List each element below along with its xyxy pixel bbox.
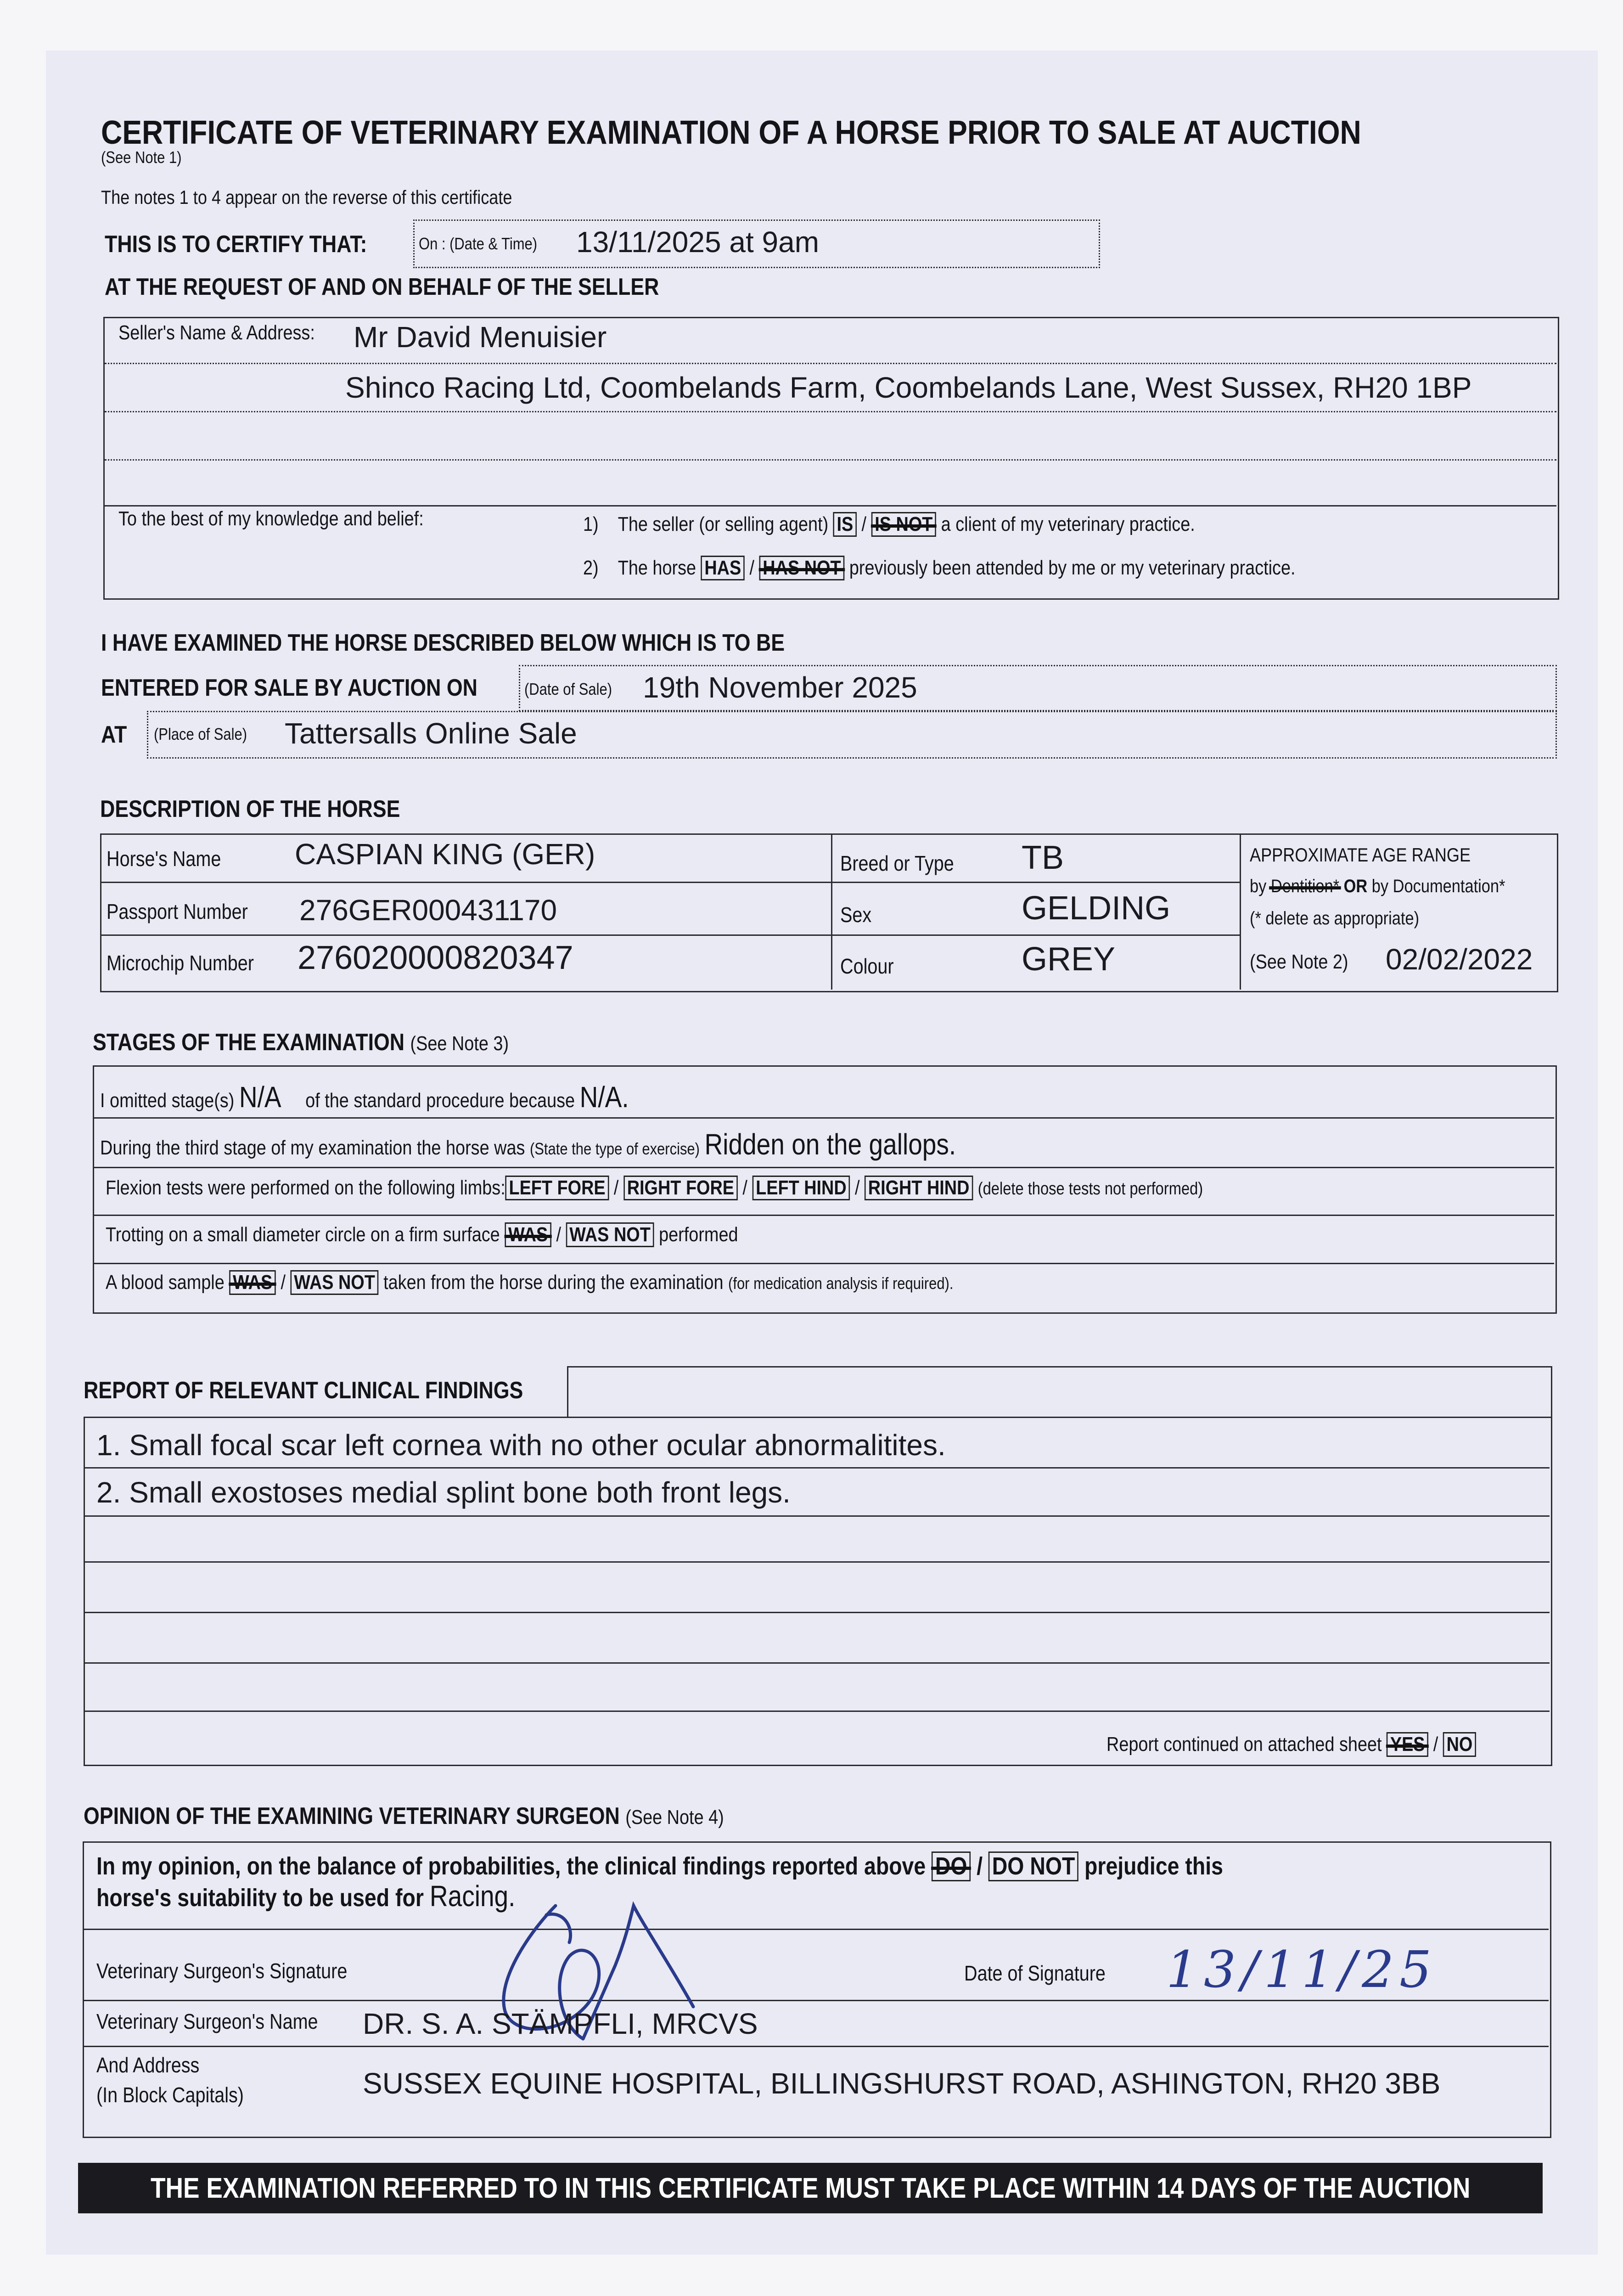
sex-value: GELDING [1022,890,1171,927]
horse-name-value: CASPIAN KING (GER) [295,838,595,871]
has-not-option-struck[interactable]: HAS NOT [759,556,845,580]
knowledge-item-2: 2) The horse HAS / HAS NOT previously been attended by me or my veterinary practice. [583,556,1296,580]
opinion-do-struck[interactable]: DO [932,1851,971,1881]
seller-label: Seller's Name & Address: [118,321,315,344]
trotting-was-not[interactable]: WAS NOT [566,1222,654,1247]
flex-left-hind[interactable]: LEFT HIND [752,1176,850,1200]
description-heading: DESCRIPTION OF THE HORSE [100,796,400,822]
omitted-reason-value: N/A. [579,1080,629,1114]
has-option[interactable]: HAS [701,556,745,580]
notes-text: The notes 1 to 4 appear on the reverse of this certificate [101,186,512,208]
on-label: On : (Date & Time) [419,234,538,253]
signature-mark [477,1887,762,2080]
continued-no[interactable]: NO [1443,1732,1476,1757]
findings-box [84,1417,1552,1766]
certificate-title: CERTIFICATE OF VETERINARY EXAMINATION OF A HORSE PRIOR TO SALE AT AUCTION [101,114,1361,151]
omitted-stages-row: I omitted stage(s) N/A of the standard procedure because N/A. [100,1080,629,1114]
knowledge-item-1: 1) The seller (or selling agent) IS / IS NOT a client of my veterinary practice. [583,512,1195,537]
address-label-1: And Address [96,2053,200,2077]
finding-2: 2. Small exostoses medial splint bone both front legs. [96,1476,791,1509]
is-option[interactable]: IS [833,512,857,537]
flex-left-fore[interactable]: LEFT FORE [505,1176,609,1200]
examined-label: I HAVE EXAMINED THE HORSE DESCRIBED BELOW WHICH IS TO BE [101,630,785,656]
see-note-1: (See Note 1) [101,148,182,167]
age-value: 02/02/2022 [1386,943,1533,976]
microchip-label: Microchip Number [107,951,254,975]
age-see-note: (See Note 2) [1250,951,1348,973]
blood-was-not[interactable]: WAS NOT [291,1270,379,1295]
flexion-row: Flexion tests were performed on the following limbs: LEFT FORE / RIGHT FORE / LEFT HIND / RIGHT HIND (delete those tests not performed) [106,1176,1203,1200]
date-signature-value: 13/11/25 [1166,1940,1438,1999]
age-method: by Dentition* OR by Documentation* [1250,876,1505,896]
horse-name-label: Horse's Name [107,847,221,871]
omitted-stages-value: N/A [239,1080,281,1114]
breed-value: TB [1022,839,1064,876]
opinion-line-2: horse's suitability to be used for Racing. [96,1880,516,1913]
age-delete-note: (* delete as appropriate) [1250,908,1420,929]
vet-name-value: DR. S. A. STÄMPFLI, MRCVS [363,2007,758,2040]
continued-yes-struck[interactable]: YES [1387,1732,1428,1757]
opinion-statement: In my opinion, on the balance of probabilities, the clinical findings reported above DO / DO NOT prejudice this [96,1851,1223,1881]
place-of-sale-value: Tattersalls Online Sale [285,717,577,750]
date-of-sale-label: (Date of Sale) [524,680,612,698]
trotting-was-struck[interactable]: WAS [505,1222,551,1247]
flex-right-hind[interactable]: RIGHT HIND [865,1176,973,1200]
report-continued: Report continued on attached sheet YES / NO [1106,1732,1476,1757]
blood-sample-row: A blood sample WAS / WAS NOT taken from the horse during the examination (for medication analysis if required). [106,1270,953,1295]
date-signature-label: Date of Signature [964,1961,1106,1985]
is-not-option-struck[interactable]: IS NOT [871,512,937,537]
blood-was-struck[interactable]: WAS [229,1270,276,1295]
report-heading-box [567,1366,1552,1418]
finding-1: 1. Small focal scar left cornea with no other ocular abnormalitites. [96,1429,946,1462]
opinion-use: Racing. [429,1880,516,1913]
opinion-do-not[interactable]: DO NOT [988,1851,1078,1881]
stages-heading: STAGES OF THE EXAMINATION (See Note 3) [93,1029,509,1056]
knowledge-label: To the best of my knowledge and belief: [118,507,424,530]
opinion-heading: OPINION OF THE EXAMINING VETERINARY SURGEON (See Note 4) [84,1803,724,1829]
address-label-2: (In Block Capitals) [96,2083,244,2107]
date-of-sale-value: 19th November 2025 [643,671,917,704]
vet-name-label: Veterinary Surgeon's Name [96,2009,318,2033]
flex-right-fore[interactable]: RIGHT FORE [623,1176,738,1200]
passport-value: 276GER000431170 [299,894,557,927]
footer-banner: THE EXAMINATION REFERRED TO IN THIS CERTIFICATE MUST TAKE PLACE WITHIN 14 DAYS OF THE AUCTION [78,2163,1543,2213]
seller-name: Mr David Menuisier [354,321,607,354]
colour-label: Colour [840,954,894,978]
microchip-value: 276020000820347 [298,940,573,976]
at-label: AT [101,721,127,748]
colour-value: GREY [1022,941,1116,978]
dentition-struck[interactable]: Dentition* [1270,876,1340,896]
third-stage-value: Ridden on the gallops. [704,1128,956,1161]
trotting-row: Trotting on a small diameter circle on a firm surface WAS / WAS NOT performed [106,1222,738,1247]
certify-label: THIS IS TO CERTIFY THAT: [105,231,367,258]
report-heading: REPORT OF RELEVANT CLINICAL FINDINGS [84,1377,523,1404]
third-stage-row: During the third stage of my examination the horse was (State the type of exercise) Ridden on the gallops. [100,1128,956,1161]
sex-label: Sex [840,903,872,927]
age-heading: APPROXIMATE AGE RANGE [1250,844,1471,866]
signature-label: Veterinary Surgeon's Signature [96,1959,348,1983]
vet-address-value: SUSSEX EQUINE HOSPITAL, BILLINGSHURST ROAD, ASHINGTON, RH20 3BB [363,2067,1441,2100]
request-label: AT THE REQUEST OF AND ON BEHALF OF THE SELLER [105,274,659,300]
place-of-sale-label: (Place of Sale) [154,725,247,743]
passport-label: Passport Number [107,900,248,923]
on-value: 13/11/2025 at 9am [576,225,819,259]
entered-label: ENTERED FOR SALE BY AUCTION ON [101,675,477,701]
seller-address: Shinco Racing Ltd, Coombelands Farm, Coombelands Lane, West Sussex, RH20 1BP [345,371,1472,404]
breed-label: Breed or Type [840,851,954,875]
